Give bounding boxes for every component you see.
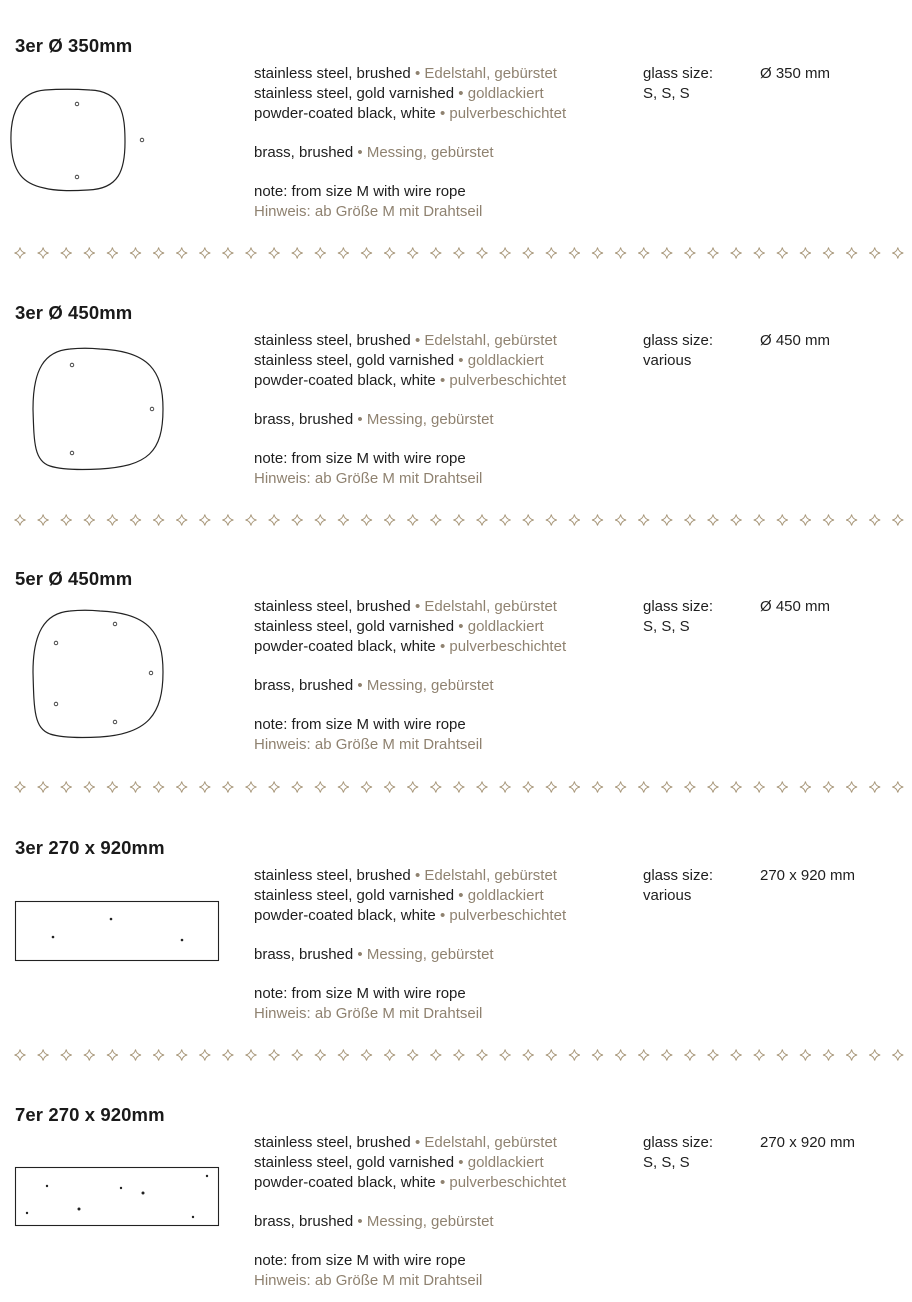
star-ornament-icon [500, 248, 511, 259]
note-german: Hinweis: ab Größe M mit Drahtseil [254, 1005, 483, 1022]
material-line: brass, brushed • Messing, gebürstet [254, 677, 494, 694]
star-ornament-icon [315, 1050, 326, 1061]
star-ornament-icon [569, 782, 580, 793]
star-ornament-icon [777, 248, 788, 259]
ornament-divider [0, 510, 912, 530]
star-ornament-icon [15, 515, 26, 526]
star-ornament-icon [869, 782, 880, 793]
material-line: brass, brushed • Messing, gebürstet [254, 946, 494, 963]
mounting-point [149, 671, 153, 675]
glass-dimension: 270 x 920 mm [760, 867, 856, 884]
star-ornament-icon [477, 248, 488, 259]
star-ornament-icon [15, 1050, 26, 1061]
glass-size-block [643, 866, 713, 906]
star-ornament-icon [384, 248, 395, 259]
material-line: brass, brushed • Messing, gebürstet [254, 1213, 494, 1230]
star-ornament-icon [130, 782, 141, 793]
mounting-point [75, 102, 79, 106]
star-ornament-icon [846, 1050, 857, 1061]
section-title: 5er Ø 450mm [15, 568, 133, 589]
glass-size-label: glass size: [643, 867, 714, 884]
star-ornament-icon [615, 782, 626, 793]
glass-size-block [643, 64, 713, 104]
star-ornament-icon [38, 1050, 49, 1061]
star-ornament-icon [661, 782, 672, 793]
material-line: powder-coated black, white • pulverbeschichtet [254, 907, 567, 924]
star-ornament-icon [338, 248, 349, 259]
material-line: brass, brushed • Messing, gebürstet [254, 411, 494, 428]
star-ornament-icon [292, 1050, 303, 1061]
star-ornament-icon [361, 515, 372, 526]
note-english: note: from size M with wire rope [254, 716, 466, 733]
mounting-point [26, 1212, 28, 1214]
star-ornament-icon [384, 782, 395, 793]
star-ornament-icon [338, 515, 349, 526]
material-line: brass, brushed • Messing, gebürstet [254, 144, 494, 161]
note-german: Hinweis: ab Größe M mit Drahtseil [254, 736, 483, 753]
star-ornament-icon [453, 1050, 464, 1061]
mounting-point [113, 622, 117, 626]
glass-size-values: various [643, 352, 692, 369]
star-ornament-icon [153, 248, 164, 259]
star-ornament-icon [38, 782, 49, 793]
star-ornament-icon [199, 1050, 210, 1061]
star-ornament-icon [246, 1050, 257, 1061]
canopy-outline [11, 89, 125, 190]
material-line: stainless steel, brushed • Edelstahl, gebürstet [254, 1134, 557, 1151]
star-ornament-icon [823, 248, 834, 259]
star-ornament-icon [684, 515, 695, 526]
star-ornament-icon [846, 515, 857, 526]
star-ornament-icon [477, 1050, 488, 1061]
material-list [254, 1133, 566, 1291]
star-ornament-icon [731, 515, 742, 526]
star-ornament-icon [846, 782, 857, 793]
glass-size-label: glass size: [643, 65, 714, 82]
star-ornament-icon [292, 515, 303, 526]
note-english: note: from size M with wire rope [254, 985, 466, 1002]
star-ornament-icon [892, 782, 903, 793]
star-ornament-icon [61, 1050, 72, 1061]
star-ornament-icon [592, 248, 603, 259]
star-ornament-icon [407, 515, 418, 526]
star-ornament-icon [523, 782, 534, 793]
star-ornament-icon [384, 1050, 395, 1061]
star-ornament-icon [523, 248, 534, 259]
star-ornament-icon [246, 782, 257, 793]
star-ornament-icon [569, 515, 580, 526]
round-canopy-diagram [0, 85, 160, 255]
material-list [254, 331, 566, 489]
star-ornament-icon [708, 1050, 719, 1061]
star-ornament-icon [338, 782, 349, 793]
mounting-point [78, 1208, 81, 1211]
mounting-point [52, 936, 55, 939]
section-title: 3er Ø 450mm [15, 302, 133, 323]
material-line: stainless steel, gold varnished • goldlackiert [254, 1154, 544, 1171]
mounting-point [192, 1216, 194, 1218]
star-ornament-icon [361, 782, 372, 793]
star-ornament-icon [892, 515, 903, 526]
star-ornament-icon [800, 248, 811, 259]
canopy-outline [16, 1168, 219, 1226]
star-ornament-icon [246, 515, 257, 526]
star-ornament-icon [130, 515, 141, 526]
star-ornament-icon [777, 782, 788, 793]
glass-size-values: various [643, 887, 692, 904]
star-ornament-icon [107, 782, 118, 793]
star-ornament-icon [407, 1050, 418, 1061]
star-ornament-icon [754, 515, 765, 526]
star-ornament-icon [754, 1050, 765, 1061]
star-ornament-icon [222, 782, 233, 793]
star-ornament-icon [107, 515, 118, 526]
glass-dimension: Ø 350 mm [760, 65, 831, 82]
star-ornament-icon [407, 782, 418, 793]
star-ornament-icon [638, 782, 649, 793]
glass-size-label: glass size: [643, 598, 714, 615]
glass-dimension: Ø 450 mm [760, 332, 831, 349]
mounting-point [54, 702, 58, 706]
star-ornament-icon [846, 248, 857, 259]
mounting-point [110, 918, 113, 921]
star-ornament-icon [638, 1050, 649, 1061]
star-ornament-icon [269, 782, 280, 793]
note-english: note: from size M with wire rope [254, 183, 466, 200]
material-line: stainless steel, gold varnished • goldlackiert [254, 352, 544, 369]
star-ornament-icon [500, 1050, 511, 1061]
glass-size-values: S, S, S [643, 1154, 690, 1171]
glass-size-values: S, S, S [643, 85, 690, 102]
star-ornament-icon [823, 515, 834, 526]
star-ornament-icon [546, 248, 557, 259]
material-line: powder-coated black, white • pulverbeschichtet [254, 372, 567, 389]
star-ornament-icon [615, 248, 626, 259]
material-line: stainless steel, brushed • Edelstahl, gebürstet [254, 598, 557, 615]
star-ornament-icon [338, 1050, 349, 1061]
star-ornament-icon [800, 515, 811, 526]
round-canopy-diagram [0, 606, 170, 746]
star-ornament-icon [38, 515, 49, 526]
material-list [254, 866, 566, 1024]
star-ornament-icon [453, 515, 464, 526]
material-line: stainless steel, brushed • Edelstahl, gebürstet [254, 65, 557, 82]
star-ornament-icon [708, 782, 719, 793]
star-ornament-icon [731, 248, 742, 259]
star-ornament-icon [84, 782, 95, 793]
star-ornament-icon [61, 248, 72, 259]
glass-size-label: glass size: [643, 332, 714, 349]
glass-dimension: 270 x 920 mm [760, 1134, 856, 1151]
star-ornament-icon [292, 782, 303, 793]
star-ornament-icon [892, 248, 903, 259]
rectangular-canopy-diagram [0, 1162, 230, 1232]
star-ornament-icon [800, 1050, 811, 1061]
mounting-point [181, 939, 184, 942]
star-ornament-icon [500, 782, 511, 793]
section-title: 7er 270 x 920mm [15, 1104, 165, 1125]
star-ornament-icon [222, 1050, 233, 1061]
star-ornament-icon [731, 782, 742, 793]
star-ornament-icon [546, 1050, 557, 1061]
mounting-point [75, 175, 79, 179]
star-ornament-icon [222, 248, 233, 259]
star-ornament-icon [638, 515, 649, 526]
glass-size-block [643, 597, 713, 637]
star-ornament-icon [315, 248, 326, 259]
glass-dimension: Ø 450 mm [760, 598, 831, 615]
note-german: Hinweis: ab Größe M mit Drahtseil [254, 470, 483, 487]
star-ornament-icon [430, 515, 441, 526]
star-ornament-icon [569, 248, 580, 259]
star-ornament-icon [477, 782, 488, 793]
star-ornament-icon [315, 515, 326, 526]
star-ornament-icon [523, 1050, 534, 1061]
rectangular-canopy-diagram [0, 897, 230, 967]
mounting-point [206, 1175, 208, 1177]
star-ornament-icon [84, 1050, 95, 1061]
star-ornament-icon [407, 248, 418, 259]
material-line: stainless steel, gold varnished • goldlackiert [254, 618, 544, 635]
star-ornament-icon [107, 1050, 118, 1061]
star-ornament-icon [754, 782, 765, 793]
star-ornament-icon [684, 782, 695, 793]
star-ornament-icon [269, 248, 280, 259]
note-english: note: from size M with wire rope [254, 1252, 466, 1269]
star-ornament-icon [222, 515, 233, 526]
star-ornament-icon [661, 248, 672, 259]
star-ornament-icon [569, 1050, 580, 1061]
star-ornament-icon [269, 515, 280, 526]
mounting-point [54, 641, 58, 645]
star-ornament-icon [800, 782, 811, 793]
star-ornament-icon [869, 515, 880, 526]
material-line: powder-coated black, white • pulverbeschichtet [254, 1174, 567, 1191]
star-ornament-icon [500, 515, 511, 526]
mounting-point [142, 1192, 145, 1195]
material-line: stainless steel, gold varnished • goldlackiert [254, 85, 544, 102]
star-ornament-icon [176, 515, 187, 526]
ornament-divider [0, 1045, 912, 1065]
star-ornament-icon [453, 782, 464, 793]
star-ornament-icon [638, 248, 649, 259]
star-ornament-icon [153, 1050, 164, 1061]
star-ornament-icon [592, 1050, 603, 1061]
material-line: powder-coated black, white • pulverbeschichtet [254, 105, 567, 122]
star-ornament-icon [130, 248, 141, 259]
star-ornament-icon [777, 515, 788, 526]
canopy-outline [16, 902, 219, 961]
star-ornament-icon [246, 248, 257, 259]
star-ornament-icon [176, 248, 187, 259]
star-ornament-icon [292, 248, 303, 259]
star-ornament-icon [384, 515, 395, 526]
glass-size-block [643, 331, 713, 371]
round-canopy-diagram [0, 342, 170, 482]
star-ornament-icon [615, 515, 626, 526]
star-ornament-icon [592, 782, 603, 793]
star-ornament-icon [361, 248, 372, 259]
star-ornament-icon [61, 782, 72, 793]
star-ornament-icon [315, 782, 326, 793]
star-ornament-icon [731, 1050, 742, 1061]
star-ornament-icon [869, 1050, 880, 1061]
star-ornament-icon [892, 1050, 903, 1061]
material-line: stainless steel, brushed • Edelstahl, gebürstet [254, 332, 557, 349]
canopy-outline [33, 610, 163, 737]
star-ornament-icon [15, 248, 26, 259]
star-ornament-icon [823, 1050, 834, 1061]
star-ornament-icon [176, 1050, 187, 1061]
mounting-point [113, 720, 117, 724]
note-german: Hinweis: ab Größe M mit Drahtseil [254, 1272, 483, 1289]
mounting-point [46, 1185, 48, 1187]
star-ornament-icon [453, 248, 464, 259]
glass-size-label: glass size: [643, 1134, 714, 1151]
material-line: stainless steel, gold varnished • goldlackiert [254, 887, 544, 904]
star-ornament-icon [153, 782, 164, 793]
note-english: note: from size M with wire rope [254, 450, 466, 467]
material-line: stainless steel, brushed • Edelstahl, gebürstet [254, 867, 557, 884]
star-ornament-icon [430, 248, 441, 259]
star-ornament-icon [107, 248, 118, 259]
mounting-point [70, 363, 74, 367]
material-list [254, 64, 566, 222]
star-ornament-icon [592, 515, 603, 526]
section-title: 3er 270 x 920mm [15, 837, 165, 858]
star-ornament-icon [523, 515, 534, 526]
mounting-point [120, 1187, 122, 1189]
star-ornament-icon [708, 248, 719, 259]
glass-size-values: S, S, S [643, 618, 690, 635]
star-ornament-icon [823, 782, 834, 793]
star-ornament-icon [38, 248, 49, 259]
star-ornament-icon [84, 248, 95, 259]
material-line: powder-coated black, white • pulverbeschichtet [254, 638, 567, 655]
star-ornament-icon [153, 515, 164, 526]
star-ornament-icon [477, 515, 488, 526]
star-ornament-icon [361, 1050, 372, 1061]
star-ornament-icon [684, 248, 695, 259]
star-ornament-icon [546, 782, 557, 793]
glass-size-block [643, 1133, 713, 1173]
material-list [254, 597, 566, 755]
star-ornament-icon [199, 248, 210, 259]
star-ornament-icon [869, 248, 880, 259]
canopy-outline [33, 348, 163, 469]
note-german: Hinweis: ab Größe M mit Drahtseil [254, 203, 483, 220]
ornament-divider [0, 243, 912, 263]
star-ornament-icon [199, 515, 210, 526]
star-ornament-icon [176, 782, 187, 793]
section-title: 3er Ø 350mm [15, 35, 133, 56]
star-ornament-icon [615, 1050, 626, 1061]
star-ornament-icon [430, 1050, 441, 1061]
star-ornament-icon [84, 515, 95, 526]
mounting-point [140, 138, 144, 142]
star-ornament-icon [661, 515, 672, 526]
ornament-divider [0, 777, 912, 797]
star-ornament-icon [130, 1050, 141, 1061]
mounting-point [150, 407, 154, 411]
star-ornament-icon [61, 515, 72, 526]
star-ornament-icon [684, 1050, 695, 1061]
star-ornament-icon [754, 248, 765, 259]
star-ornament-icon [546, 515, 557, 526]
star-ornament-icon [199, 782, 210, 793]
star-ornament-icon [15, 782, 26, 793]
star-ornament-icon [777, 1050, 788, 1061]
mounting-point [70, 451, 74, 455]
star-ornament-icon [430, 782, 441, 793]
star-ornament-icon [661, 1050, 672, 1061]
star-ornament-icon [708, 515, 719, 526]
star-ornament-icon [269, 1050, 280, 1061]
